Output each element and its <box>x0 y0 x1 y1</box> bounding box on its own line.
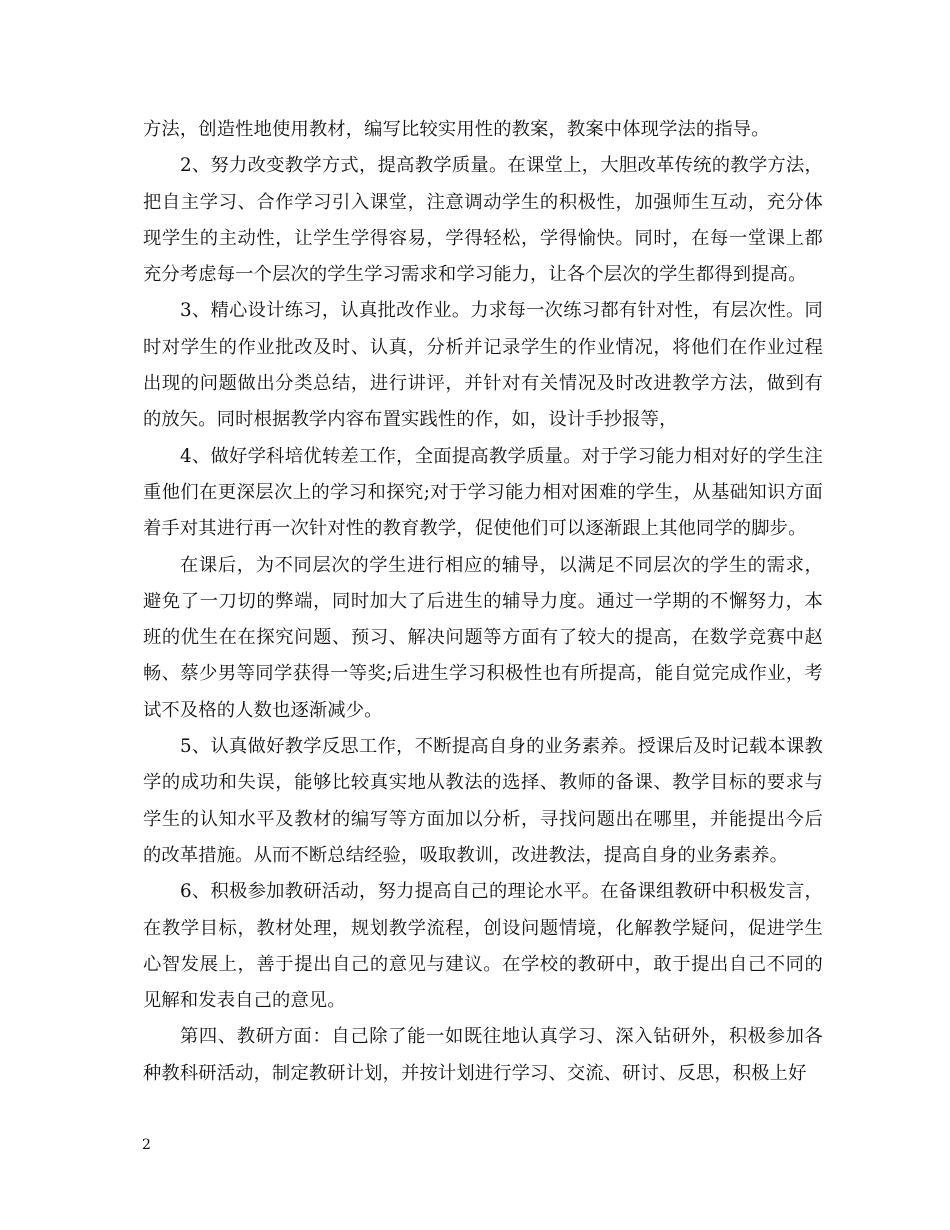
paragraph-1: 方法，创造性地使用教材，编写比较实用性的教案，教案中体现学法的指导。 <box>143 119 770 140</box>
paragraph-7: 6、积极参加教研活动，努力提高自己的理论水平。在备课组教研中积极发言，在教学目标，教材处理，规划教学流程，创设问题情境，化解教学疑问，促进学生心智发展上，善于提出自己的意见与建议。在学校的教研中，敢于提出自己不同的见解和发表自己的意见。 <box>143 881 823 1012</box>
paragraph-2: 2、努力改变教学方式，提高教学质量。在课堂上，大胆改革传统的教学方法，把自主学习、合作学习引入课堂，注意调动学生的积极性，加强师生互动，充分体现学生的主动性，让学生学得容易，学得轻松，学得愉快。同时，在每一堂课上都充分考虑每一个层次的学生学习需求和学习能力，让各个层次的学生都得到提高。 <box>143 155 823 286</box>
paragraph-4: 4、做好学科培优转差工作，全面提高教学质量。对于学习能力相对好的学生注重他们在更深层次上的学习和探究;对于学习能力相对困难的学生，从基础知识方面着手对其进行再一次针对性的教育教学，促使他们可以逐渐跟上其他同学的脚步。 <box>143 445 823 540</box>
paragraph-3: 3、精心设计练习，认真批改作业。力求每一次练习都有针对性，有层次性。同时对学生的作业批改及时、认真，分析并记录学生的作业情况，将他们在作业过程出现的问题做出分类总结，进行讲评，并针对有关情况及时改进教学方法，做到有的放矢。同时根据教学内容布置实践性的作，如，设计手抄报等， <box>143 300 823 431</box>
paragraph-6: 5、认真做好教学反思工作，不断提高自身的业务素养。授课后及时记载本课教学的成功和失误，能够比较真实地从教法的选择、教师的备课、教学目标的要求与学生的认知水平及教材的编写等方面加以分析，寻找问题出在哪里，并能提出今后的改革措施。从而不断总结经验，吸取教训，改进教法，提高自身的业务素养。 <box>143 736 823 866</box>
paragraph-8: 第四、教研方面：自己除了能一如既往地认真学习、深入钻研外，积极参加各种教科研活动，制定教研计划，并按计划进行学习、交流、研讨、反思，积极上好 <box>143 1026 823 1084</box>
page-number: 2 <box>142 1137 151 1153</box>
document-body <box>143 112 823 1092</box>
paragraph-5: 在课后，为不同层次的学生进行相应的辅导，以满足不同层次的学生的需求，避免了一刀切的弊端，同时加大了后进生的辅导力度。通过一学期的不懈努力，本班的优生在在探究问题、预习、解决问题等方面有了较大的提高，在数学竞赛中赵畅、蔡少男等同学获得一等奖;后进生学习积极性也有所提高，能自觉完成作业，考试不及格的人数也逐渐减少。 <box>143 554 823 721</box>
